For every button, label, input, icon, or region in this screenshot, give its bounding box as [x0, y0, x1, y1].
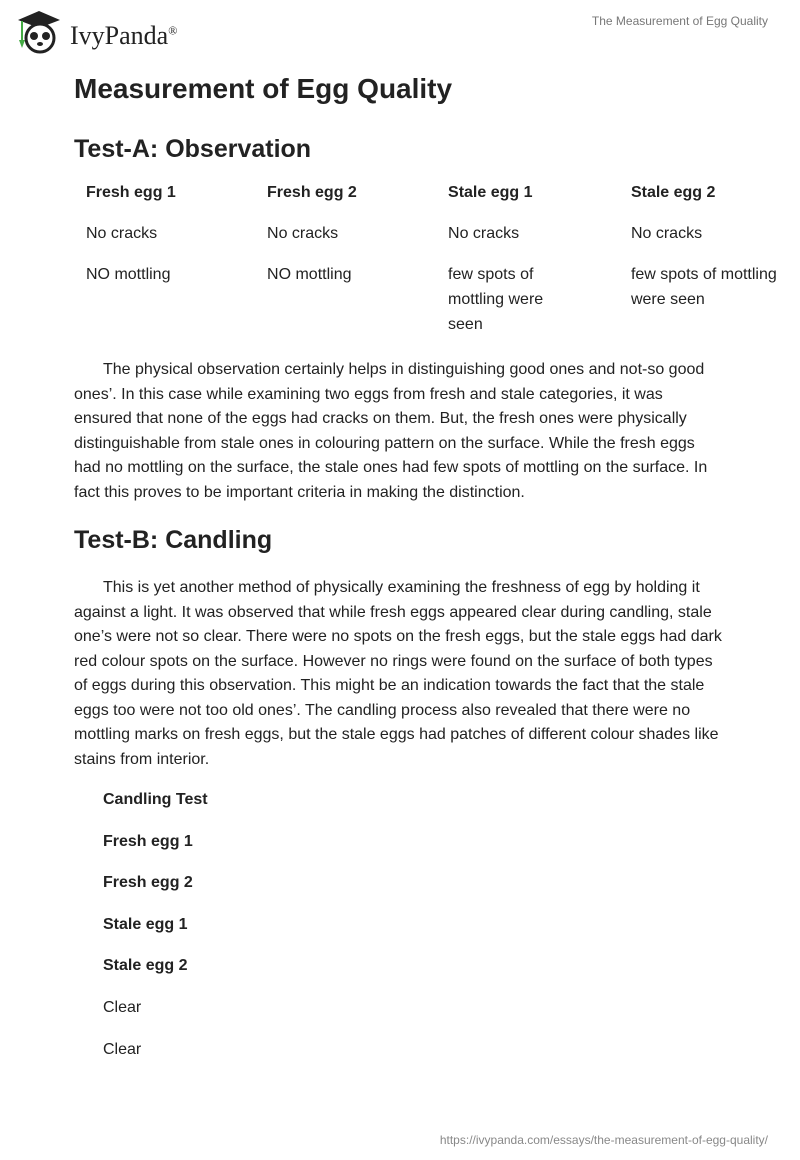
column-header: Fresh egg 1: [86, 184, 176, 201]
section-b-heading: Test-B: Candling: [74, 526, 273, 554]
registered-mark: ®: [168, 23, 178, 38]
table-row: [74, 262, 800, 337]
table-cell: few spots of mottling were seen: [630, 266, 777, 308]
list-item: Stale egg 1: [103, 915, 188, 933]
list-item: Stale egg 2: [103, 957, 188, 975]
observation-table: [74, 180, 800, 337]
list-item: Clear: [103, 1040, 142, 1058]
table-header-row: [74, 180, 800, 221]
table-cell: few spots of mottling were seen: [448, 266, 544, 333]
section-a-heading: Test-A: Observation: [74, 135, 312, 163]
ivypanda-logo[interactable]: [14, 8, 177, 54]
column-header: Stale egg 2: [630, 184, 716, 201]
table-cell: NO mottling: [86, 266, 171, 283]
list-item: Fresh egg 2: [103, 874, 193, 892]
page-title: Measurement of Egg Quality: [74, 73, 453, 104]
brand-name: IvyPanda: [70, 21, 169, 50]
list-item: Clear: [103, 998, 142, 1016]
column-header: Fresh egg 2: [267, 184, 357, 201]
list-item: Candling Test: [103, 791, 208, 808]
list-item: Fresh egg 1: [103, 832, 193, 850]
section-a-paragraph: The physical observation certainly helps in distinguishing good ones and not-so good ones’. In this case while examining two eggs from fresh and stale categories, it was ensured that none of the eggs had cracks on them. But, the fresh ones were physically distinguishable from stale ones in colouring pattern on the surface. While the fresh eggs had no mottling on the surface, the stale ones had few spots of mottling on the surface. In fact this proves to be important criteria in making the distinction.: [74, 361, 708, 501]
table-cell: NO mottling: [267, 266, 352, 283]
column-header: Stale egg 1: [448, 184, 533, 201]
footer-url[interactable]: https://ivypanda.com/essays/the-measurement-of-egg-quality/: [439, 1133, 768, 1147]
document-title: The Measurement of Egg Quality: [591, 14, 768, 28]
candling-list: [103, 791, 208, 1082]
table-cell: No cracks: [448, 225, 520, 242]
table-cell: No cracks: [267, 225, 339, 242]
panda-logo-icon: [14, 8, 64, 54]
table-row: [74, 221, 800, 262]
section-b-paragraph: This is yet another method of physically examining the freshness of egg by holding it against a light. It was observed that while fresh eggs appeared clear during candling, stale one’s were not so clear. There were no spots on the fresh eggs, but the stale eggs had dark red colour spots on the surface. However no rings were found on the surface of both types of eggs during this observation. This might be an indication towards the fact that the stale eggs too were not too old ones’. The candling process also revealed that there were no mottling marks on fresh eggs, but the stale eggs had patches of different colour shades like stains from interior.: [74, 579, 722, 768]
table-cell: No cracks: [86, 225, 158, 242]
table-cell: No cracks: [630, 225, 703, 242]
